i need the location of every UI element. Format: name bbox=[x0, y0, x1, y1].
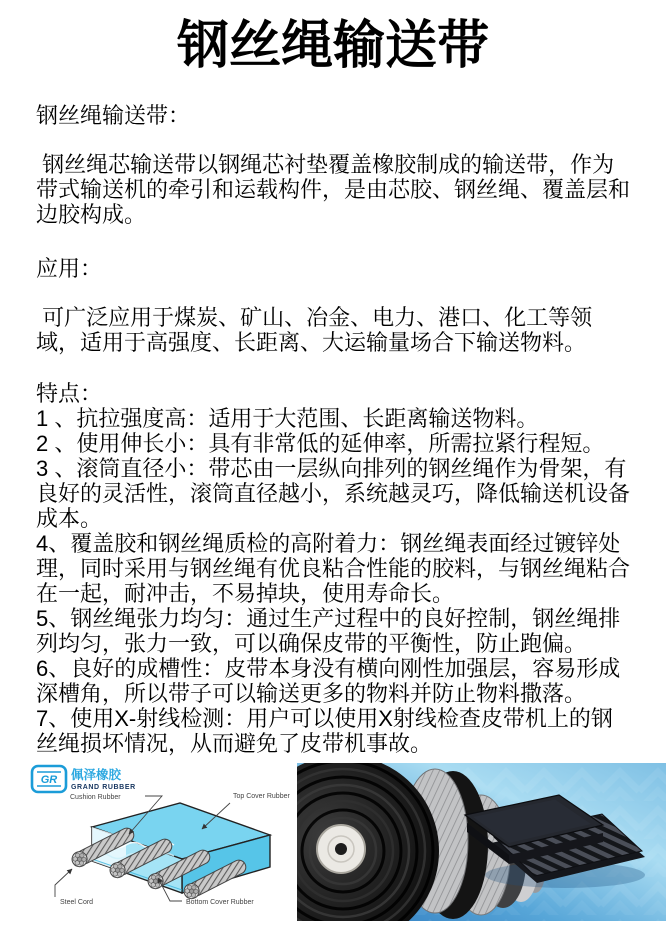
feature-item: 1 、抗拉强度高：适用于大范围、长距离输送物料。 bbox=[36, 406, 539, 431]
features-label: 特点： bbox=[36, 381, 103, 406]
application-label: 应用： bbox=[36, 256, 103, 281]
feature-item: 5、钢丝绳张力均匀：通过生产过程中的良好控制，钢丝绳排列均匀，张力一致，可以确保皮带的平衡性，防止跑偏。 bbox=[36, 606, 621, 656]
roll-hub-hole bbox=[335, 843, 347, 855]
intro-paragraph: 钢丝绳芯输送带以钢绳芯衬垫覆盖橡胶制成的输送带，作为带式输送机的牵引和运载构件，是由芯胶、钢丝绳、覆盖层和边胶构成。 bbox=[36, 152, 631, 227]
top-cover-rubber-label: Top Cover Rubber bbox=[233, 793, 290, 800]
cushion-rubber-label: Cushion Rubber bbox=[70, 794, 121, 801]
logo-name-cn: 佩泽橡胶 bbox=[71, 768, 122, 782]
media-row bbox=[0, 763, 666, 925]
logo-initials: GR bbox=[40, 774, 58, 786]
feature-item: 2 、使用伸长小：具有非常低的延伸率，所需拉紧行程短。 bbox=[36, 431, 605, 456]
belt-structure-illustration bbox=[30, 763, 293, 925]
application-paragraph: 可广泛应用于煤炭、矿山、冶金、电力、港口、化工等领域，适用于高强度、长距离、大运输量场合下输送物料。 bbox=[36, 305, 593, 355]
article-body bbox=[0, 103, 666, 756]
bottom-cover-rubber-label: Bottom Cover Rubber bbox=[186, 899, 254, 906]
intro-label: 钢丝绳输送带： bbox=[36, 103, 191, 128]
steel-cord-callout-line bbox=[55, 869, 72, 897]
feature-item: 6、良好的成槽性：皮带本身没有横向刚性加强层，容易形成深槽角，所以带子可以输送更多的物料并防止物料撒落。 bbox=[36, 656, 621, 706]
belt-structure-diagram bbox=[30, 763, 293, 925]
feature-item: 7、使用X-射线检测：用户可以使用X射线检查皮带机上的钢丝绳损坏情况，从而避免了皮带机事故。 bbox=[36, 706, 613, 756]
steel-cord-label: Steel Cord bbox=[60, 899, 94, 906]
logo-name-en: GRAND RUBBER bbox=[71, 784, 136, 791]
brand-logo bbox=[32, 766, 136, 792]
feature-item: 4、覆盖胶和钢丝绳质检的高附着力：钢丝绳表面经过镀锌处理，同时采用与钢丝绳有优良粘合性能的胶料，与钢丝绳粘合在一起，耐冲击，不易掉块，使用寿命长。 bbox=[36, 531, 631, 606]
belt-block bbox=[92, 803, 270, 893]
belt-photo-illustration bbox=[297, 763, 666, 921]
page-title: 钢丝绳输送带 bbox=[176, 17, 489, 75]
feature-item: 3 、滚筒直径小：带芯由一层纵向排列的钢丝绳作为骨架，有良好的灵活性，滚筒直径越小，系统越灵巧，降低输送机设备成本。 bbox=[36, 456, 631, 531]
features-list bbox=[36, 406, 634, 756]
belt-product-photo bbox=[297, 763, 666, 921]
